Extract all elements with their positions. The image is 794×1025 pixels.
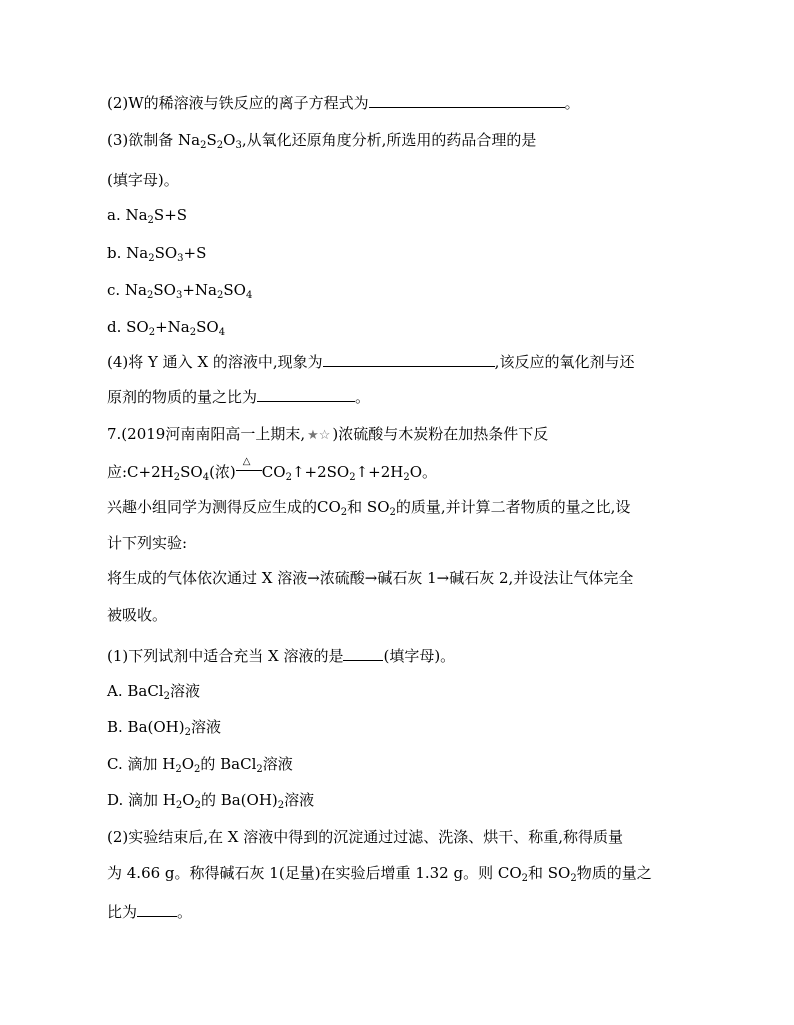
subscript: 2: [340, 507, 348, 518]
answer-blank[interactable]: [343, 645, 383, 661]
text-run: (1)下列试剂中适合充当 X 溶液的是: [107, 647, 344, 665]
subscript: 2: [194, 800, 201, 811]
p2-line-2: [107, 863, 652, 883]
text-run: +S: [183, 244, 207, 262]
subscript: 4: [202, 472, 210, 483]
answer-blank[interactable]: [257, 386, 355, 402]
text-run: 溶液: [169, 682, 200, 700]
text-run: 应:C+2H: [107, 463, 174, 481]
text-run: SO: [223, 281, 246, 299]
text-run: SO: [154, 244, 178, 262]
text-run: ↑+2SO: [291, 463, 350, 481]
text-run: 比为: [107, 903, 138, 921]
text-run: 溶液: [284, 791, 315, 809]
option-d: [107, 317, 225, 337]
choice-a: [107, 681, 200, 701]
text-run: 溶液: [190, 718, 221, 736]
text-run: (浓): [209, 463, 236, 481]
text-run: a. Na: [107, 206, 148, 224]
text-run: 的 BaCl: [200, 755, 257, 773]
subscript: 2: [403, 472, 410, 483]
text-run: )浓硫酸与木炭粉在加热条件下反: [332, 425, 549, 443]
q4-line-2: [107, 386, 370, 407]
intro-line-4: [107, 605, 167, 625]
text-run: 兴趣小组同学为测得反应生成的CO: [107, 498, 341, 516]
text-run: ↑+2H: [355, 463, 404, 481]
text-run: O: [223, 131, 236, 149]
subscript: 3: [177, 253, 184, 264]
text-run: +Na: [155, 318, 190, 336]
star-difficulty-icon: ★☆: [307, 428, 331, 443]
subscript: 2: [184, 727, 191, 738]
p2-line-3: [107, 901, 192, 922]
p2-line-1: [107, 827, 623, 847]
subscript: 2: [194, 764, 201, 775]
text-run: 计下列实验:: [107, 534, 188, 552]
subscript: 2: [148, 327, 156, 338]
answer-blank[interactable]: [137, 901, 177, 917]
text-run: SO: [180, 463, 203, 481]
text-run: 为 4.66 g。称得碱石灰 1(足量)在实验后增重 1.32 g。则 CO: [107, 864, 522, 882]
text-run: 和 SO: [347, 498, 390, 516]
p1-line: [107, 645, 455, 666]
subscript: 3: [175, 290, 183, 301]
text-run: 的 Ba(OH): [200, 791, 278, 809]
text-run: 7.(2019河南南阳高一上期末,: [107, 425, 306, 443]
text-run: +Na: [182, 281, 217, 299]
subscript: 2: [285, 472, 292, 483]
text-run: SO: [153, 281, 176, 299]
text-run: 被吸收。: [107, 606, 168, 624]
text-run: (填字母)。: [107, 171, 179, 189]
q2-text: (2)W的稀溶液与铁反应的离子方程式为: [107, 94, 369, 112]
subscript: 2: [349, 472, 356, 483]
subscript: 2: [216, 140, 224, 151]
equation-line: [107, 456, 438, 483]
option-b: [107, 243, 206, 263]
answer-blank[interactable]: [323, 351, 495, 367]
subscript: 2: [148, 253, 155, 264]
text-run: (填字母)。: [383, 647, 456, 665]
text-run: (4)将 Y 通入 X 的溶液中,现象为: [107, 353, 323, 371]
option-c: [107, 280, 252, 300]
subscript: 2: [147, 290, 154, 301]
subscript: 2: [277, 800, 285, 811]
text-run: O。: [409, 463, 438, 481]
choice-b: [107, 717, 221, 737]
subscript: 3: [235, 140, 242, 151]
text-run: D. 滴加 H: [107, 791, 176, 809]
text-run: b. Na: [107, 244, 149, 262]
text-run: 溶液: [262, 755, 293, 773]
subscript: 2: [163, 691, 170, 702]
intro-line-1: [107, 497, 630, 517]
heating-arrow-icon: [236, 456, 262, 477]
text-run: (3)欲制备 Na: [107, 131, 201, 149]
answer-blank[interactable]: [369, 92, 565, 108]
choice-d: [107, 790, 314, 810]
subscript: 2: [216, 290, 224, 301]
text-run: B. Ba(OH): [107, 718, 185, 736]
text-run: 物质的量之: [576, 864, 652, 882]
text-run: 将生成的气体依次通过 X 溶液→浓硫酸→碱石灰 1→碱石灰 2,并设法让气体完全: [107, 569, 634, 587]
q2-line: [107, 92, 580, 113]
text-run: 。: [355, 388, 371, 406]
text-run: (2)实验结束后,在 X 溶液中得到的沉淀通过过滤、洗涤、烘干、称重,称得质量: [107, 828, 624, 846]
q4-line: [107, 351, 634, 372]
subscript: 2: [147, 215, 154, 226]
text-run: [236, 470, 262, 471]
subscript: 2: [389, 507, 396, 518]
intro-line-3: [107, 568, 633, 588]
text-run: CO: [261, 463, 286, 481]
text-run: C. 滴加 H: [107, 755, 176, 773]
text-run: ,从氧化还原角度分析,所选用的药品合理的是: [241, 131, 537, 149]
intro-line-2: [107, 533, 187, 553]
text-run: O: [181, 755, 195, 773]
text-run: 原剂的物质的量之比为: [107, 388, 258, 406]
subscript: 2: [570, 873, 577, 884]
text-run: d. SO: [107, 318, 149, 336]
text-run: 的质量,并计算二者物质的量之比,设: [395, 498, 631, 516]
subscript: 2: [175, 800, 183, 811]
text-run: A. BaCl: [107, 682, 164, 700]
text-run: 。: [564, 94, 580, 112]
subscript: 4: [245, 290, 253, 301]
subscript: 2: [256, 764, 263, 775]
text-run: S: [206, 131, 217, 149]
subscript: 2: [175, 764, 182, 775]
option-a: [107, 205, 187, 225]
text-run: △: [242, 456, 251, 467]
q7-line: [107, 424, 548, 446]
text-run: 。: [177, 903, 193, 921]
text-run: SO: [196, 318, 219, 336]
text-run: ,该反应的氧化剂与还: [494, 353, 635, 371]
subscript: 2: [173, 472, 181, 483]
q3-line-2: [107, 170, 179, 190]
text-run: 和 SO: [528, 864, 571, 882]
text-run: S+S: [153, 206, 188, 224]
subscript: 2: [200, 140, 207, 151]
subscript: 2: [189, 327, 197, 338]
subscript: 4: [218, 327, 226, 338]
text-run: O: [182, 791, 195, 809]
choice-c: [107, 754, 293, 774]
subscript: 2: [521, 873, 529, 884]
text-run: c. Na: [107, 281, 148, 299]
q3-line: [107, 130, 536, 150]
